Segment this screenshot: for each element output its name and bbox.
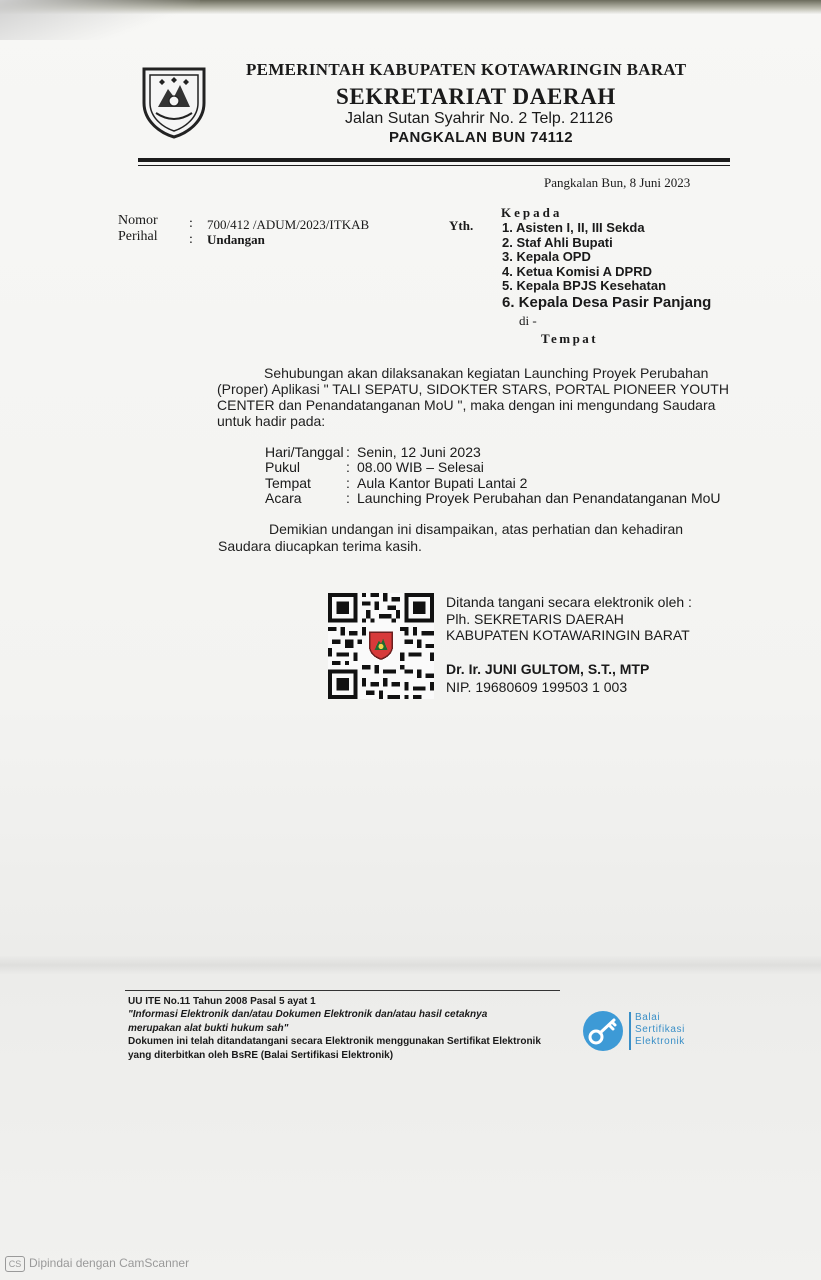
letterhead-office: SEKRETARIAT DAERAH xyxy=(336,84,616,109)
body-paragraph-line: Sehubungan akan dilaksanakan kegiatan Launching Proyek Perubahan xyxy=(264,365,709,381)
footer-cert-line: yang diterbitkan oleh BsRE (Balai Sertifikasi Elektronik) xyxy=(128,1050,394,1061)
bsre-logo-icon xyxy=(582,1010,624,1052)
nomor-colon: : xyxy=(189,216,193,231)
recipient-di: di - xyxy=(519,313,537,328)
detail-colon: : xyxy=(346,444,350,460)
detail-label-event: Acara xyxy=(265,490,302,506)
footer-rule xyxy=(125,990,560,991)
perihal-value: Undangan xyxy=(207,232,265,247)
signatory-nip: NIP. 19680609 199503 1 003 xyxy=(446,679,628,695)
letterhead-government: PEMERINTAH KABUPATEN KOTAWARINGIN BARAT xyxy=(246,60,687,79)
detail-colon: : xyxy=(346,475,350,491)
detail-colon: : xyxy=(346,490,350,506)
letterhead-address: Jalan Sutan Syahrir No. 2 Telp. 21126 xyxy=(345,110,614,127)
footer-info-line: merupakan alat bukti hukum sah" xyxy=(128,1023,289,1034)
recipient-item: 1. Asisten I, II, III Sekda xyxy=(502,220,645,235)
detail-colon: : xyxy=(346,459,350,475)
paper-fold xyxy=(0,955,821,975)
scan-shadow xyxy=(0,0,200,40)
perihal-colon: : xyxy=(189,232,193,247)
camscanner-icon: CS xyxy=(5,1256,25,1272)
detail-value-event: Launching Proyek Perubahan dan Penandatanganan MoU xyxy=(357,490,721,506)
recipient-item: 6. Kepala Desa Pasir Panjang xyxy=(502,294,712,311)
bsre-text-line: Elektronik xyxy=(635,1036,685,1047)
signature-institution: KABUPATEN KOTAWARINGIN BARAT xyxy=(446,627,690,643)
yth-label: Yth. xyxy=(449,218,474,233)
body-paragraph-line: (Proper) Aplikasi " TALI SEPATU, SIDOKTER STARS, PORTAL PIONEER YOUTH xyxy=(217,381,729,397)
recipient-item: 3. Kepala OPD xyxy=(502,249,591,264)
nomor-label: Nomor xyxy=(118,213,158,228)
detail-label-date: Hari/Tanggal xyxy=(265,444,344,460)
footer-cert-line: Dokumen ini telah ditandatangani secara Elektronik menggunakan Sertifikat Elektronik xyxy=(128,1036,541,1047)
recipient-item: 5. Kepala BPJS Kesehatan xyxy=(502,278,667,293)
footer-law: UU ITE No.11 Tahun 2008 Pasal 5 ayat 1 xyxy=(128,996,316,1007)
body-paragraph-line: untuk hadir pada: xyxy=(217,413,326,429)
recipients-heading: Kepada xyxy=(501,205,563,220)
bsre-divider xyxy=(629,1012,631,1050)
signature-qr-code xyxy=(328,593,434,699)
detail-value-time: 08.00 WIB – Selesai xyxy=(357,459,484,475)
perihal-label: Perihal xyxy=(118,229,158,244)
bsre-text-line: Sertifikasi xyxy=(635,1024,685,1035)
recipient-item: 4. Ketua Komisi A DPRD xyxy=(502,264,653,279)
recipient-tempat: Tempat xyxy=(541,331,599,346)
nomor-value: 700/412 /ADUM/2023/ITKAB xyxy=(207,217,370,232)
letterhead-city: PANGKALAN BUN 74112 xyxy=(389,129,574,146)
letter-date: Pangkalan Bun, 8 Juni 2023 xyxy=(544,175,691,190)
signature-statement: Ditanda tangani secara elektronik oleh : xyxy=(446,594,692,610)
closing-paragraph-line: Saudara diucapkan terima kasih. xyxy=(218,538,422,554)
recipient-item: 2. Staf Ahli Bupati xyxy=(502,235,613,250)
regency-crest-icon xyxy=(138,63,210,139)
detail-label-place: Tempat xyxy=(265,475,311,491)
closing-paragraph-line: Demikian undangan ini disampaikan, atas perhatian dan kehadiran xyxy=(269,521,684,537)
signature-position: Plh. SEKRETARIS DAERAH xyxy=(446,611,624,627)
letterhead-rule-thick xyxy=(138,158,730,162)
camscanner-watermark: Dipindai dengan CamScanner xyxy=(29,1256,190,1270)
detail-value-date: Senin, 12 Juni 2023 xyxy=(357,444,481,460)
letterhead-rule-thin xyxy=(138,165,730,166)
detail-value-place: Aula Kantor Bupati Lantai 2 xyxy=(357,475,528,491)
body-paragraph-line: CENTER dan Penandatanganan MoU ", maka dengan ini mengundang Saudara xyxy=(217,397,716,413)
footer-info-line: "Informasi Elektronik dan/atau Dokumen Elektronik dan/atau hasil cetaknya xyxy=(128,1009,488,1020)
detail-label-time: Pukul xyxy=(265,459,301,475)
signatory-name: Dr. Ir. JUNI GULTOM, S.T., MTP xyxy=(446,661,650,677)
bsre-text-line: Balai xyxy=(635,1012,661,1023)
